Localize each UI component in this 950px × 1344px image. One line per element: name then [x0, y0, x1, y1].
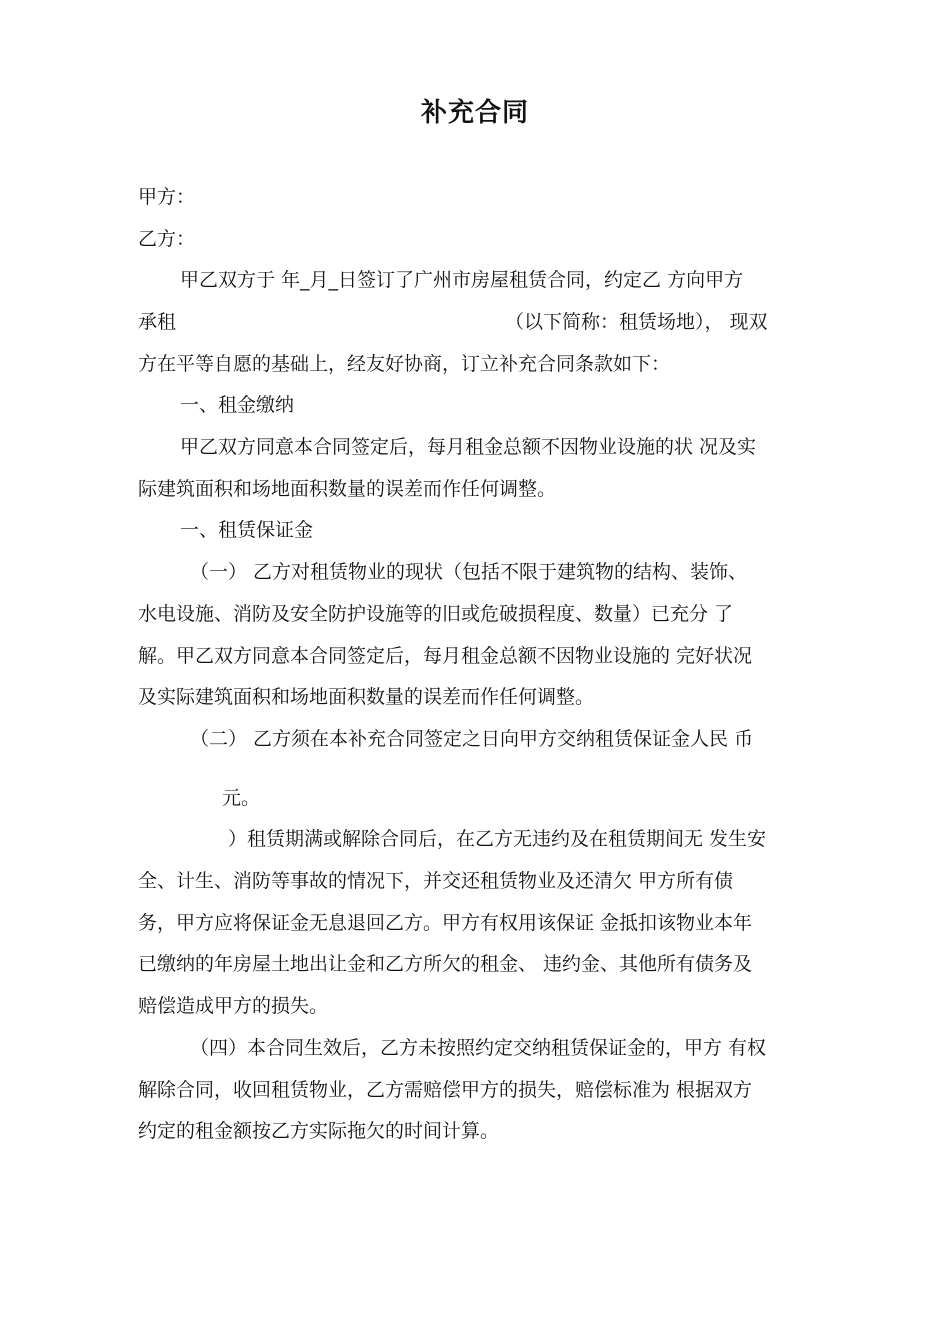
- section-1-line-1: 甲乙双方同意本合同签定后，每月租金总额不因物业设施的状 况及实: [180, 436, 757, 458]
- item-3-line-2: 全、计生、消防等事故的情况下，并交还租赁物业及还清欠 甲方所有债: [138, 870, 734, 892]
- section-2-heading: 一、租赁保证金: [180, 519, 314, 541]
- item-3-line-1: ）租赁期满或解除合同后，在乙方无违约及在租赁期间无 发生安: [228, 828, 767, 850]
- item-2-line-1: （二） 乙方须在本补充合同签定之日向甲方交纳租赁保证金人民 币: [190, 728, 754, 750]
- party-b-label: 乙方：: [138, 228, 196, 250]
- document-title: 补充合同: [420, 98, 529, 128]
- section-1-heading: 一、租金缴纳: [180, 394, 295, 416]
- item-4-line-1: （四）本合同生效后，乙方未按照约定交纳租赁保证金的，甲方 有权: [190, 1037, 767, 1059]
- intro-line-2-end: （以下简称：租赁场地）， 现双: [505, 311, 768, 333]
- intro-line-2-start: 承租: [138, 311, 177, 333]
- item-3-line-5: 赔偿造成甲方的损失。: [138, 995, 329, 1017]
- item-1-line-4: 及实际建筑面积和场地面积数量的误差而作任何调整。: [138, 686, 595, 708]
- item-3-line-4: 已缴纳的年房屋土地出让金和乙方所欠的租金、 违约金、其他所有债务及: [138, 953, 753, 975]
- item-2-line-2: 元。: [222, 787, 261, 809]
- section-1-line-2: 际建筑面积和场地面积数量的误差而作任何调整。: [138, 478, 557, 500]
- item-1-line-2: 水电设施、消防及安全防护设施等的旧或危破损程度、数量）已充分 了: [138, 603, 734, 625]
- party-a-label: 甲方：: [138, 186, 196, 208]
- intro-line-1: 甲乙双方于 年_月_日签订了广州市房屋租赁合同，约定乙 方向甲方: [180, 269, 744, 291]
- item-4-line-2: 解除合同，收回租赁物业，乙方需赔偿甲方的损失，赔偿标准为 根据双方: [138, 1079, 753, 1101]
- intro-line-3: 方在平等自愿的基础上，经友好协商，订立补充合同条款如下：: [138, 353, 671, 375]
- item-1-line-1: （一） 乙方对租赁物业的现状（包括不限于建筑物的结构、装饰、: [190, 561, 748, 583]
- item-4-line-3: 约定的租金额按乙方实际拖欠的时间计算。: [138, 1120, 500, 1142]
- item-1-line-3: 解。甲乙双方同意本合同签定后，每月租金总额不因物业设施的 完好状况: [138, 645, 753, 667]
- item-3-line-3: 务，甲方应将保证金无息退回乙方。甲方有权用该保证 金抵扣该物业本年: [138, 912, 753, 934]
